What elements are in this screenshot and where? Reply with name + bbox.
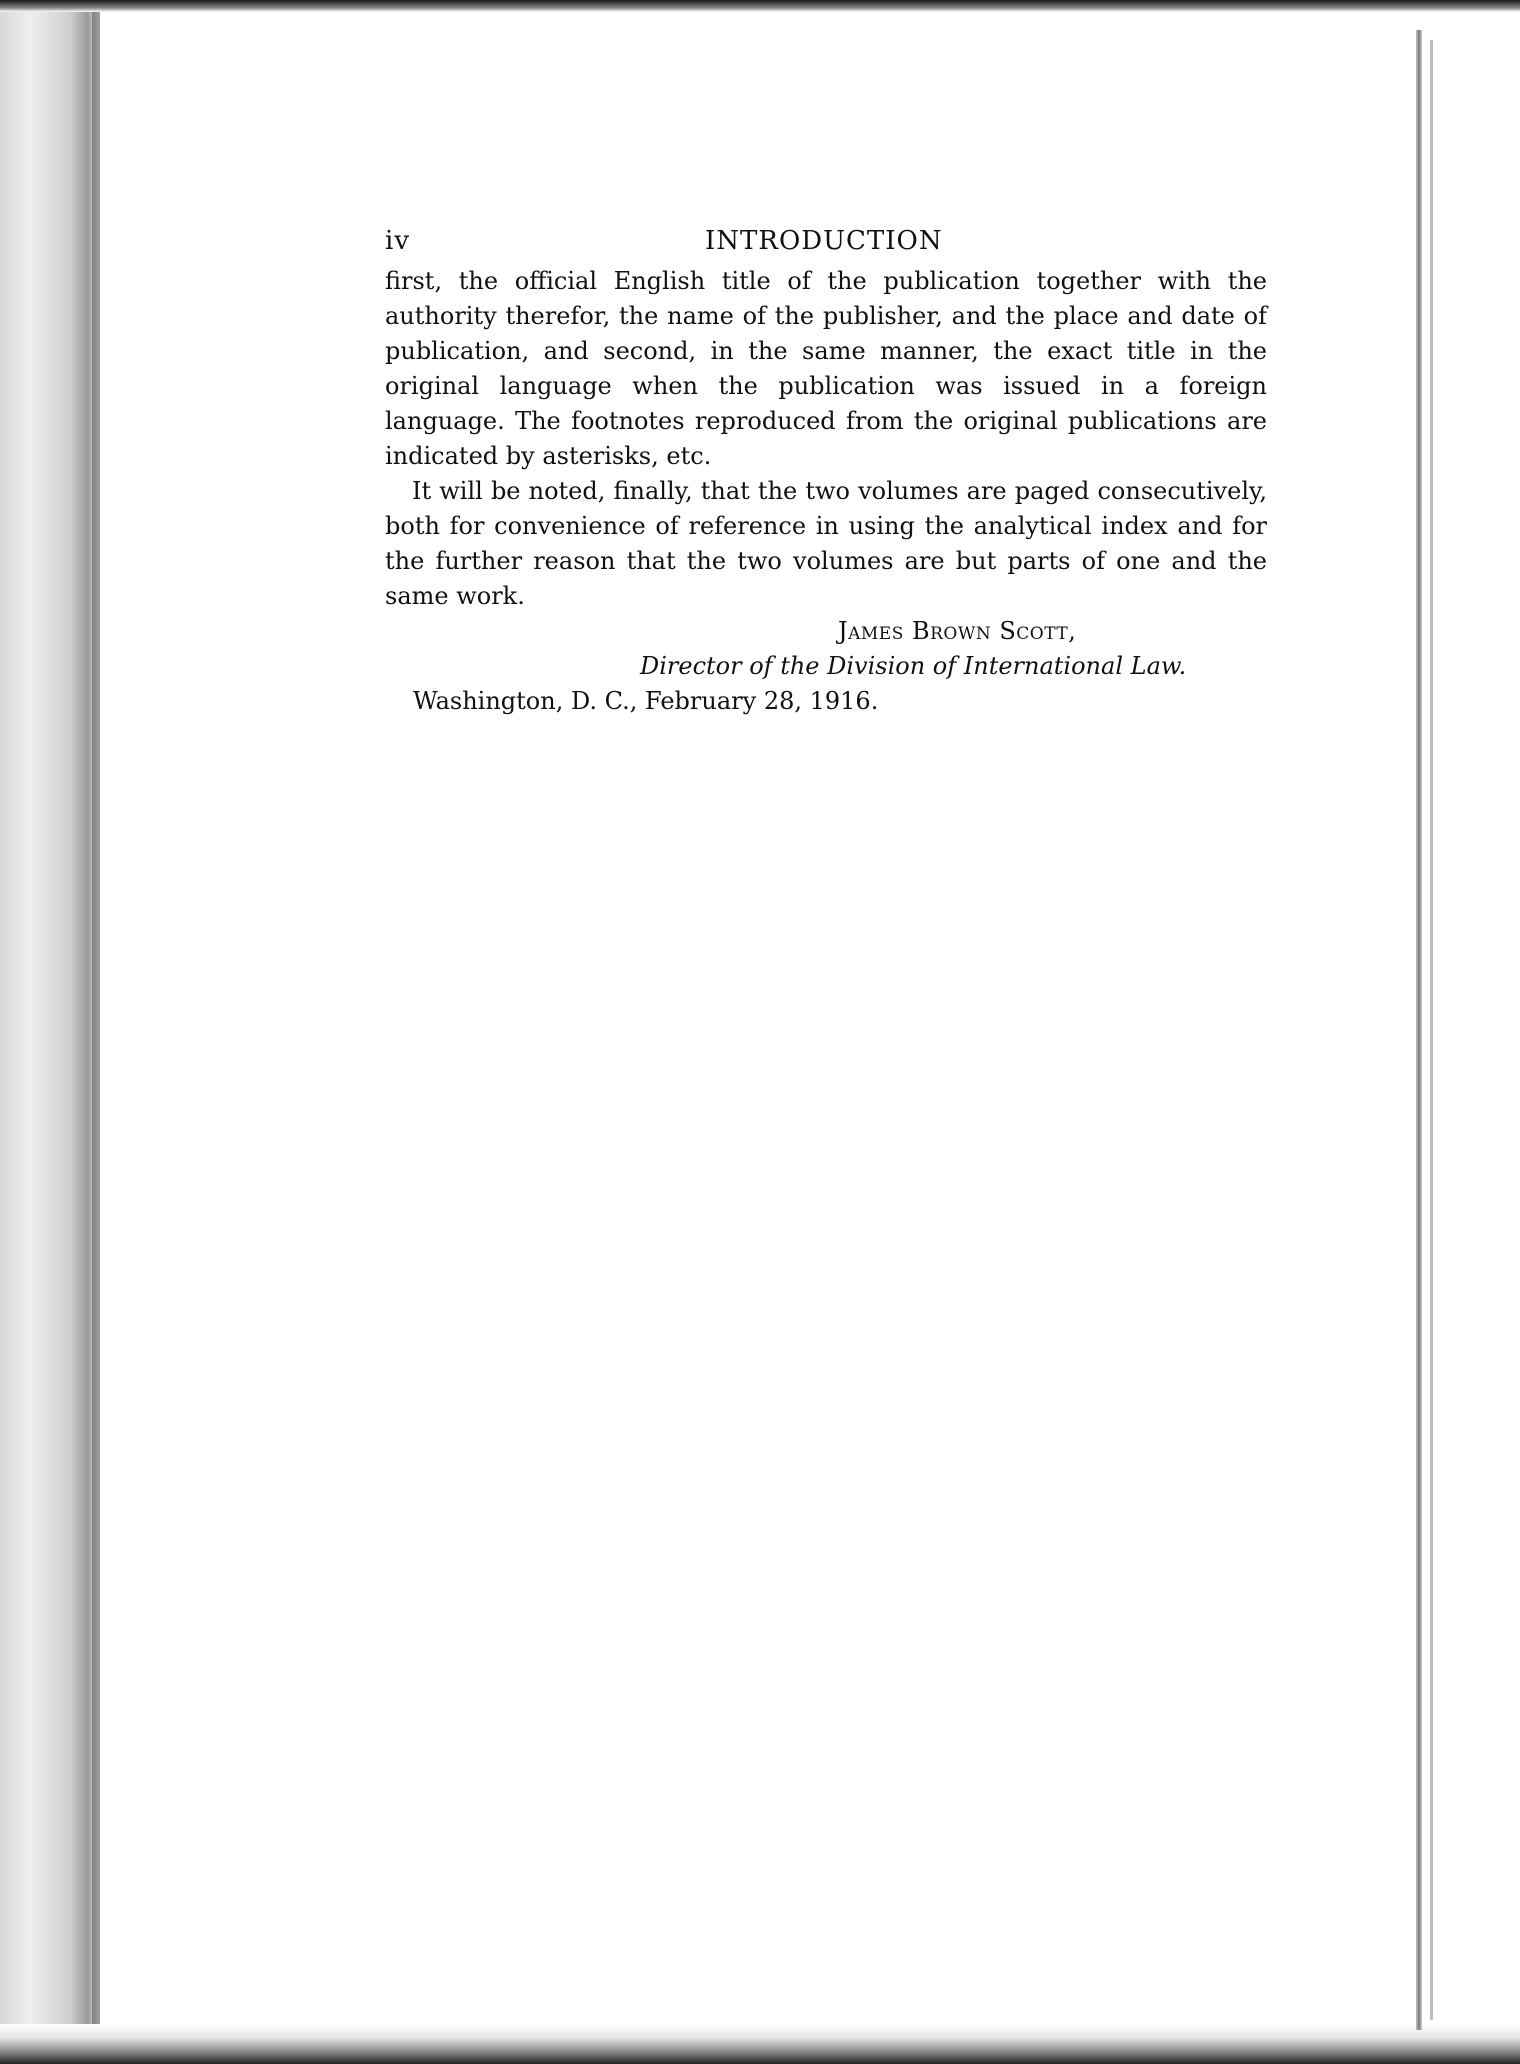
page-content <box>385 220 1267 719</box>
page-number: iv <box>385 226 411 256</box>
body-paragraph-continued: first, the official English title of the publication together with the authority therefor, the name of the publisher, and the place and date of publication, and second, in the same manner, the exact title in the original language when the publication was issued in a foreign language. The footnotes reproduced from the original publications are indicated by asterisks, etc. <box>385 267 1267 470</box>
signature-name: James Brown Scott, <box>838 617 1077 645</box>
running-head-title: INTRODUCTION <box>705 226 943 256</box>
body-paragraph: It will be noted, finally, that the two volumes are paged consecutively, both for convenience of reference in using the analytical index and for the further reason that the two volumes are but parts of one and the same work. <box>385 477 1267 610</box>
page-bottom-edge <box>0 2024 1520 2064</box>
page-right-edge-line <box>1416 30 1422 2030</box>
binding-gutter-line <box>92 0 100 2064</box>
signature-title: Director of the Division of International Law. <box>640 652 1187 680</box>
signature-place-date: Washington, D. C., February 28, 1916. <box>413 687 879 715</box>
page-top-edge <box>0 0 1520 12</box>
page-right-edge-line-secondary <box>1430 40 1433 2020</box>
page-left-edge-shadow <box>0 0 100 2064</box>
running-head <box>385 220 1267 264</box>
